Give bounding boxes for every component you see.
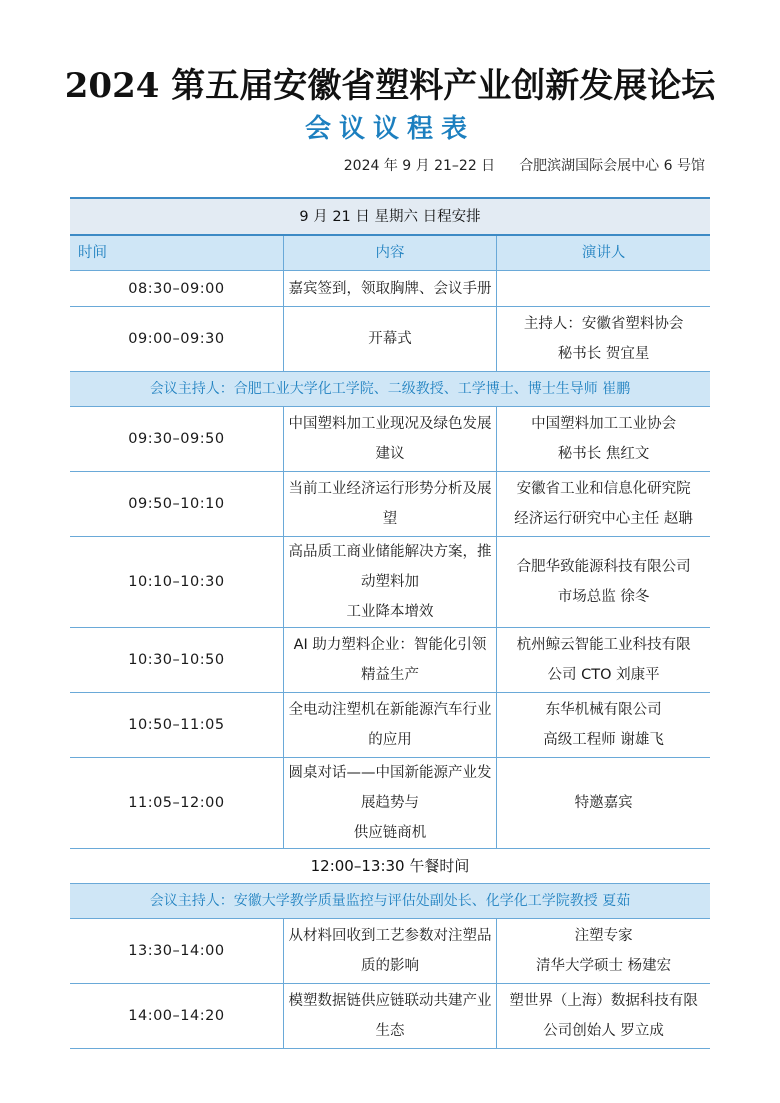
speaker-line-2: 公司 CTO 刘康平 bbox=[547, 667, 660, 683]
session-speaker bbox=[497, 693, 710, 758]
session-speaker bbox=[497, 537, 710, 628]
session-content: 全电动注塑机在新能源汽车行业的应用 bbox=[283, 693, 496, 758]
content-line-2: 供应链商机 bbox=[353, 825, 427, 841]
session-speaker bbox=[497, 984, 710, 1049]
session-time: 11:05–12:00 bbox=[70, 758, 283, 849]
table-row bbox=[70, 537, 710, 628]
content-line-1: 圆桌对话——中国新能源产业发展趋势与 bbox=[288, 765, 492, 811]
session-speaker bbox=[497, 919, 710, 984]
session-content: AI 助力塑料企业：智能化引领精益生产 bbox=[283, 628, 496, 693]
table-row bbox=[70, 271, 710, 307]
day-heading-row bbox=[70, 198, 710, 235]
speaker-line-1: 东华机械有限公司 bbox=[545, 702, 662, 718]
session-time: 08:30–09:00 bbox=[70, 271, 283, 307]
speaker-line-2: 市场总监 徐冬 bbox=[557, 589, 650, 605]
session-speaker bbox=[497, 307, 710, 372]
column-header-content: 内容 bbox=[283, 235, 496, 271]
speaker-line-1: 注塑专家 bbox=[574, 928, 633, 944]
host-row bbox=[70, 884, 710, 919]
agenda-table bbox=[70, 197, 710, 1049]
session-content: 开幕式 bbox=[283, 307, 496, 372]
session-time: 10:50–11:05 bbox=[70, 693, 283, 758]
session-content: 模塑数据链供应链联动共建产业生态 bbox=[283, 984, 496, 1049]
session-time: 10:30–10:50 bbox=[70, 628, 283, 693]
session-content bbox=[283, 537, 496, 628]
column-header-speaker: 演讲人 bbox=[497, 235, 710, 271]
session-content bbox=[283, 758, 496, 849]
day-heading: 9 月 21 日 星期六 日程安排 bbox=[70, 198, 710, 235]
session-speaker: 特邀嘉宾 bbox=[497, 758, 710, 849]
session-speaker bbox=[497, 472, 710, 537]
session-content: 中国塑料加工业现况及绿色发展建议 bbox=[283, 407, 496, 472]
host-info: 会议主持人：安徽大学教学质量监控与评估处副处长、化学化工学院教授 夏茹 bbox=[70, 884, 710, 919]
page-title: 2024 第五届安徽省塑料产业创新发展论坛 bbox=[64, 66, 716, 106]
content-line-2: 工业降本增效 bbox=[346, 604, 434, 620]
session-time: 09:00–09:30 bbox=[70, 307, 283, 372]
speaker-line-1: 塑世界（上海）数据科技有限 bbox=[509, 993, 698, 1009]
session-time: 13:30–14:00 bbox=[70, 919, 283, 984]
lunch-break: 12:00–13:30 午餐时间 bbox=[70, 849, 710, 884]
table-row bbox=[70, 919, 710, 984]
host-info: 会议主持人：合肥工业大学化工学院、二级教授、工学博士、博士生导师 崔鹏 bbox=[70, 372, 710, 407]
session-content: 当前工业经济运行形势分析及展望 bbox=[283, 472, 496, 537]
table-row bbox=[70, 407, 710, 472]
session-content: 嘉宾签到，领取胸牌、会议手册 bbox=[283, 271, 496, 307]
session-speaker bbox=[497, 271, 710, 307]
speaker-line-2: 秘书长 贺宜星 bbox=[557, 346, 650, 362]
table-row bbox=[70, 628, 710, 693]
session-speaker bbox=[497, 628, 710, 693]
column-header-row bbox=[70, 235, 710, 271]
table-row bbox=[70, 758, 710, 849]
session-time: 09:50–10:10 bbox=[70, 472, 283, 537]
speaker-line-2: 清华大学硕士 杨建宏 bbox=[536, 958, 672, 974]
lunch-row bbox=[70, 849, 710, 884]
speaker-line-1: 合肥华致能源科技有限公司 bbox=[516, 559, 691, 575]
session-time: 10:10–10:30 bbox=[70, 537, 283, 628]
page-subtitle: 会议议程表 bbox=[304, 114, 475, 144]
session-content: 从材料回收到工艺参数对注塑品质的影响 bbox=[283, 919, 496, 984]
table-row bbox=[70, 307, 710, 372]
date-venue-line bbox=[344, 155, 705, 175]
speaker-line-2: 经济运行研究中心主任 赵聃 bbox=[514, 511, 693, 527]
table-row bbox=[70, 472, 710, 537]
session-time: 14:00–14:20 bbox=[70, 984, 283, 1049]
speaker-line-2: 秘书长 焦红文 bbox=[557, 446, 650, 462]
speaker-line-2: 高级工程师 谢雄飞 bbox=[543, 732, 664, 748]
speaker-line-1: 主持人：安徽省塑料协会 bbox=[523, 316, 684, 332]
table-row bbox=[70, 693, 710, 758]
speaker-line-1: 中国塑料加工工业协会 bbox=[531, 416, 677, 432]
host-row bbox=[70, 372, 710, 407]
session-speaker bbox=[497, 407, 710, 472]
speaker-line-1: 杭州鲸云智能工业科技有限 bbox=[516, 637, 691, 653]
column-header-time: 时间 bbox=[70, 235, 283, 271]
table-row bbox=[70, 984, 710, 1049]
event-venue: 合肥滨湖国际会展中心 6 号馆 bbox=[519, 158, 705, 174]
session-time: 09:30–09:50 bbox=[70, 407, 283, 472]
content-line-1: 高品质工商业储能解决方案，推动塑料加 bbox=[288, 544, 492, 590]
speaker-line-2: 公司创始人 罗立成 bbox=[543, 1023, 664, 1039]
speaker-line-1: 安徽省工业和信息化研究院 bbox=[516, 481, 691, 497]
event-date: 2024 年 9 月 21–22 日 bbox=[343, 158, 496, 174]
